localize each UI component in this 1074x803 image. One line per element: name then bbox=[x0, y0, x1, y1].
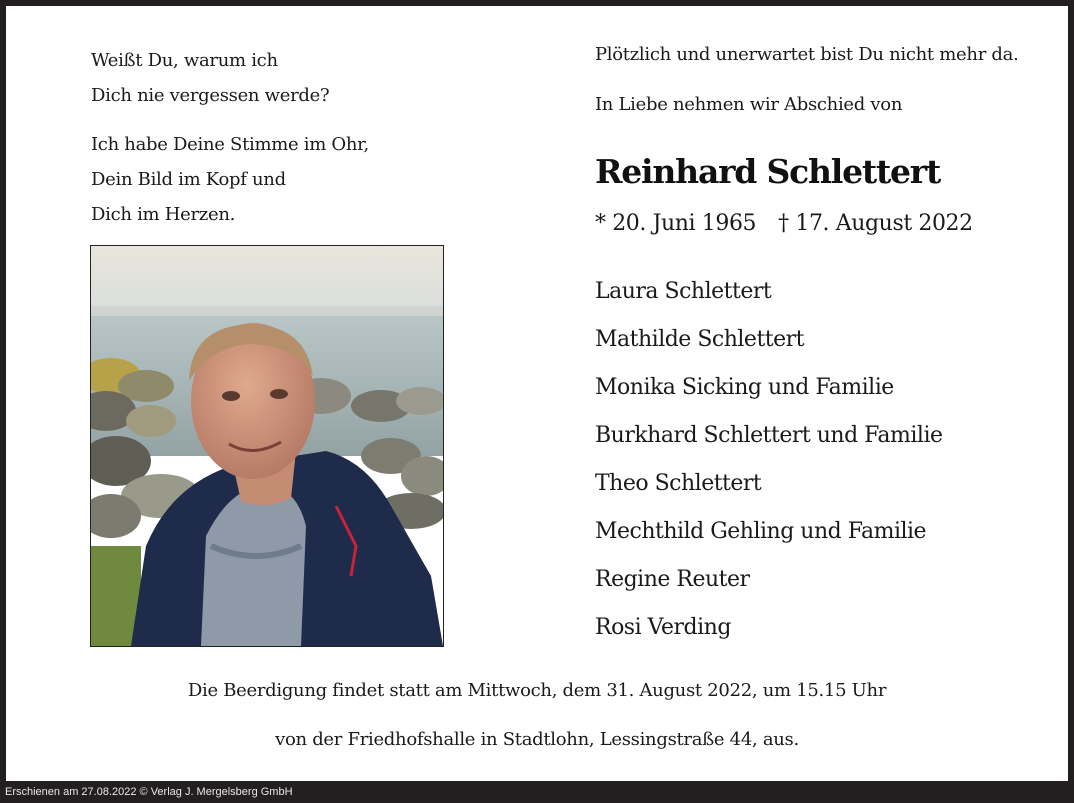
mourner-name: Theo Schlettert bbox=[595, 471, 762, 496]
mourner-name: Rosi Verding bbox=[595, 615, 731, 640]
memorial-poem bbox=[91, 43, 369, 246]
mourner-name: Mathilde Schlettert bbox=[595, 327, 804, 352]
poem-line: Dich nie vergessen werde? bbox=[91, 85, 330, 106]
mourner-name: Laura Schlettert bbox=[595, 279, 772, 304]
publication-footer: Erschienen am 27.08.2022 © Verlag J. Mergelsberg GmbH bbox=[5, 786, 293, 798]
intro-line-2: In Liebe nehmen wir Abschied von bbox=[595, 94, 903, 115]
intro-line-1: Plötzlich und unerwartet bist Du nicht mehr da. bbox=[595, 44, 1019, 65]
life-dates bbox=[595, 211, 973, 236]
poem-line: Dein Bild im Kopf und bbox=[91, 169, 286, 190]
deceased-name: Reinhard Schlettert bbox=[595, 152, 941, 191]
portrait-photo bbox=[90, 245, 444, 647]
poem-stanza-2 bbox=[91, 127, 369, 232]
poem-line: Ich habe Deine Stimme im Ohr, bbox=[91, 134, 369, 155]
mourner-name: Regine Reuter bbox=[595, 567, 750, 592]
obituary-card bbox=[6, 6, 1068, 781]
mourner-name: Mechthild Gehling und Familie bbox=[595, 519, 927, 544]
poem-stanza-1 bbox=[91, 43, 369, 113]
mourner-name: Burkhard Schlettert und Familie bbox=[595, 423, 943, 448]
funeral-info-line-2: von der Friedhofshalle in Stadtlohn, Lessingstraße 44, aus. bbox=[275, 729, 799, 750]
funeral-info-line-1: Die Beerdigung findet statt am Mittwoch, dem 31. August 2022, um 15.15 Uhr bbox=[187, 680, 887, 701]
mourners-list bbox=[595, 274, 943, 658]
poem-line: Weißt Du, warum ich bbox=[91, 50, 278, 71]
death-date: † 17. August 2022 bbox=[778, 211, 973, 236]
poem-line: Dich im Herzen. bbox=[91, 204, 236, 225]
birth-date: * 20. Juni 1965 bbox=[595, 211, 757, 236]
mourner-name: Monika Sicking und Familie bbox=[595, 375, 894, 400]
